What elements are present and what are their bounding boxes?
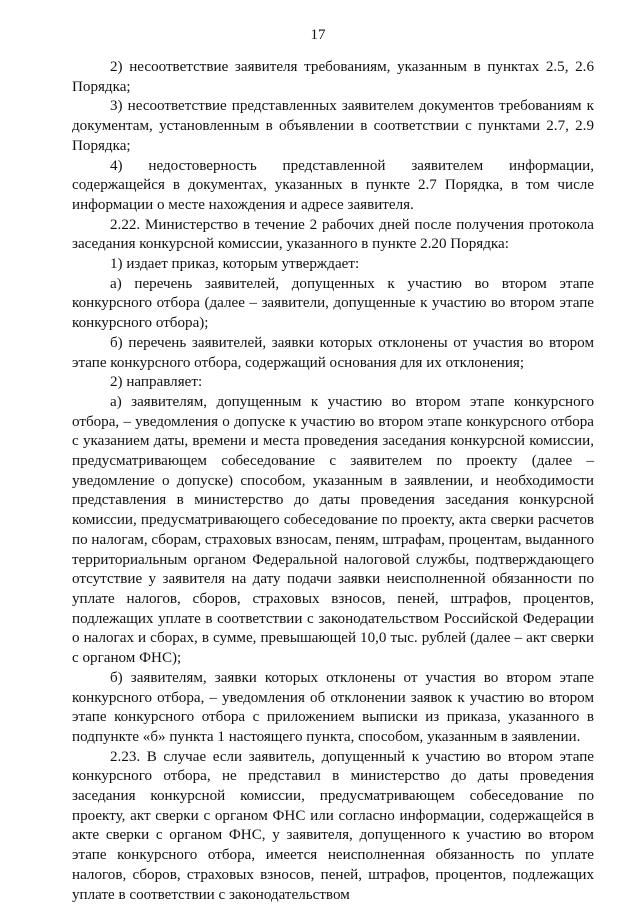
paragraph-2-22-2: 2) направляет: [110,374,203,391]
paragraph-item-2: 2) несоответствие заявителя требованиям, указанным в пунктах 2.5, 2.6 Порядка; [72,59,594,95]
paragraph-2-23: 2.23. В случае если заявитель, допущенный к участию во втором этапе конкурсного отбора, не представил в министерство до даты проведения заседания конкурсной комиссии, предусматривающем собеседование по проекту, акт сверки с органом ФНС или согласно информации, содержащейся в акте сверки с органом ФНС, у заявителя, допущенного к участию во втором этапе конкурсного отбора, имеется неисполненная обязанность по уплате налогов, сборов, страховых взносов, пеней, штрафов, процентов, подлежащих уплате в соответствии с законодательством [72,748,594,903]
paragraph-2-22-2-b: б) заявителям, заявки которых отклонены от участия во втором этапе конкурсного отбора, – уведомления об отклонении заявок к участию во втором этапе конкурсного отбора с приложением выписки из приказа, указанного в подпункте «б» пункта 1 настоящего пункта, способом, указанным в заявлении. [72,669,594,745]
paragraph-2-22: 2.22. Министерство в течение 2 рабочих дней после получения протокола заседания конкурсной комиссии, указанного в пункте 2.20 Порядка: [72,216,594,253]
paragraph-2-22-1-a: а) перечень заявителей, допущенных к участию во втором этапе конкурсного отбора (далее – заявители, допущенные к участию во втором этапе конкурсного отбора); [72,275,594,332]
paragraph-item-3: 3) несоответствие представленных заявителем документов требованиям к документам, установленным в объявлении в соответствии с пунктами 2.7, 2.9 Порядка; [72,98,594,154]
paragraph-2-22-2-a: а) заявителям, допущенным к участию во втором этапе конкурсного отбора, – уведомления о допуске к участию во втором этапе конкурсного отбора с указанием даты, времени и места проведения заседания конкурсной комиссии, предусматривающем собеседование с заявителем по проекту (далее – уведомление о допуске) способом, указанным в заявлении, и необходимости представления в министерство до даты проведения заседания конкурсной комиссии, предусматривающего собеседование по проекту, акта сверки расчетов по налогам, сборам, страховых взносам, пеням, штрафам, процентам, выданного территориальным органом Федеральной налоговой службы, подтверждающего отсутствие у заявителя на дату подачи заявки неисполненной обязанности по уплате налогов, сборов, страховых взносов, пеней, штрафов, процентов, подлежащих уплате в соответствии с законодательством Российской Федерации о налогах и сборах, в сумме, превышающей 10,0 тыс. рублей (далее – акт сверки с органом ФНС); [72,393,594,667]
paragraph-item-4: 4) недостоверность представленной заявителем информации, содержащейся в документах, указанных в пункте 2.7 Порядка, в том числе информации о месте нахождения и адресе заявителя. [72,157,594,213]
document-body [72,58,594,905]
paragraph-2-22-1-b: б) перечень заявителей, заявки которых отклонены от участия во втором этапе конкурсного отбора, содержащий основания для их отклонения; [72,334,594,371]
page-number: 17 [310,27,326,43]
paragraph-2-22-1: 1) издает приказ, которым утверждает: [110,256,360,273]
